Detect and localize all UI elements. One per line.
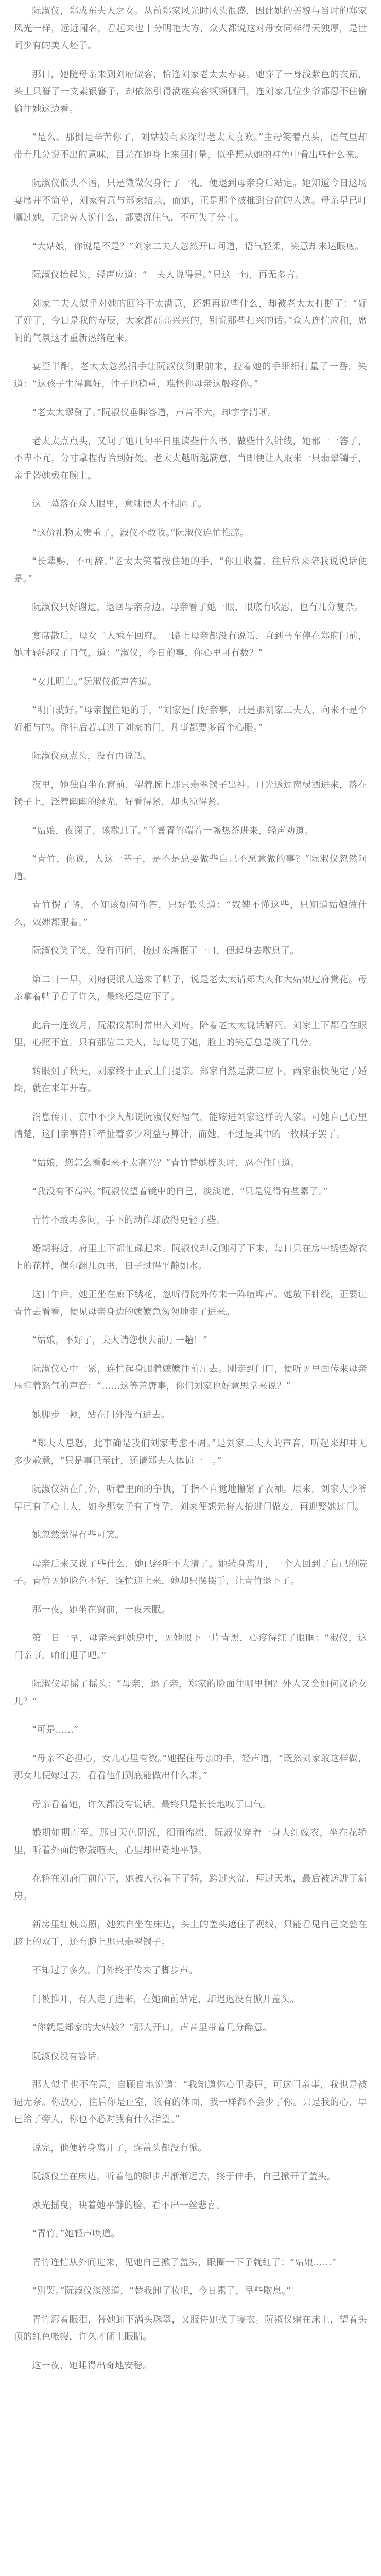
article-paragraph: 宴席散后，母女二人乘车回府。一路上母亲都没有说话，直到马车停在郑府门前，她才轻轻叹了口气，道：“淑仪，今日的事，你心里可有数？” [14, 631, 367, 658]
article-paragraph: 她忽然觉得有些可笑。 [32, 1530, 125, 1540]
article-paragraph: “青竹，你说，人这一辈子，是不是总要做些自己不愿意做的事？”阮淑仪忽然问道。 [14, 854, 367, 882]
article-paragraph: 阮淑仪站在门外，听着里面的争执，手指不自觉地攥紧了衣袖。原来，刘家大少爷早已有了心上人，如今那女子有了身孕，刘家便想先将人抬进门做妾，再迎娶她过门。 [14, 1484, 367, 1512]
article-paragraph: 母亲看着她，许久都没有说话，最终只是长长地叹了口气。 [32, 1799, 272, 1810]
article-paragraph: 不知过了多久，门外终于传来了脚步声。 [32, 1965, 198, 1976]
article-paragraph: “青竹。”她轻声唤道。 [32, 2229, 120, 2239]
article-paragraph: 第二日一早，母亲来到她房中，见她眼下一片青黑，心疼得红了眼眶：“淑仪，这门亲事，咱们退了吧。” [14, 1633, 367, 1661]
article-paragraph: 阮淑仪心中一紧，连忙起身跟着嬷嬷往前厅去。刚走到门口，便听见里面传来母亲压抑着怒气的声音：“……这等荒唐事，你们刘家也好意思拿来说？” [14, 1364, 367, 1392]
article-paragraph: 青竹连忙从外间进来，见她自己掀了盖头，眼圈一下子就红了：“姑娘……” [32, 2257, 337, 2268]
article-paragraph: 母亲后来又说了些什么，她已经听不大清了。她转身离开，一个人回到了自己的院子。青竹见她脸色不好，连忙迎上来，她却只摆摆手，让青竹退下了。 [14, 1558, 367, 1586]
article-paragraph: 阮淑仪点点头，没有再说话。 [32, 751, 152, 761]
article-paragraph: 烛光摇曳，映着她平静的脸，看不出一丝悲喜。 [32, 2200, 226, 2211]
article-paragraph: 门被推开，有人走了进来，在她面前站定，却迟迟没有掀开盖头。 [32, 1994, 300, 2005]
article-paragraph: 阮淑仪没有答话。 [32, 2051, 106, 2062]
article-paragraph: 这一幕落在众人眼里，意味便大不相同了。 [32, 499, 207, 510]
article-paragraph: 阮淑仪却摇了摇头：“母亲，退了亲，郑家的脸面往哪里搁？外人又会如何议论女儿？” [14, 1679, 367, 1707]
article-paragraph: 宴至半酣，老太太忽然招手让阮淑仪到跟前来，拉着她的手细细打量了一番，笑道：“这孩子生得真好，性子也稳重，难怪你母亲这般疼你。” [14, 362, 367, 389]
article-paragraph: 消息传开，京中不少人都说阮淑仪好福气，能嫁进刘家这样的人家。可她自己心里清楚，这门亲事背后牵扯着多少利益与算计，而她，不过是其中的一枚棋子罢了。 [14, 1112, 367, 1140]
article-paragraph: 这一夜，她睡得出奇地安稳。 [32, 2360, 152, 2371]
article-paragraph: 转眼到了秋天，刘家终于正式上门提亲。郑家自然是满口应下，两家很快便定了婚期，就在来年开春。 [14, 1066, 367, 1094]
article-paragraph: 那人似乎也不在意，自顾自地说道：“我知道你心里委屈，可这门亲事，我也是被逼无奈。你放心，往后你是正室，该有的体面，我一样都不会少了你。只是我的心，早已给了旁人，你也不必对我有什么指望。” [14, 2080, 367, 2125]
article-paragraph: “我没有不高兴。”阮淑仪望着镜中的自己，淡淡道，“只是觉得有些累了。” [32, 1187, 328, 1197]
article-paragraph: 老太太点点头，又问了她几句平日里读些什么书、做些什么针线，她都一一答了，不卑不亢，分寸拿捏得恰到好处。老太太越听越满意，当即便让人取来一只翡翠镯子，亲手替她戴在腕上。 [14, 436, 367, 481]
article-paragraph: 婚期如期而至。那日天色阴沉，细雨绵绵，阮淑仪穿着一身大红嫁衣，坐在花轿里，听着外面的锣鼓喧天，心里却出奇地平静。 [14, 1828, 367, 1856]
article-paragraph: 青竹愣了愣，不知该如何作答，只好低头道：“奴婢不懂这些，只知道姑娘做什么，奴婢都跟着。” [14, 900, 367, 928]
article-paragraph: 阮淑仪抬起头，轻声应道：“二夫人说得是。”只这一句，再无多言。 [32, 270, 305, 280]
article-paragraph: “明白就好。”母亲握住她的手，“刘家是门好亲事，只是那刘家二夫人，向来不是个好相与的。你往后若真进了刘家的门，凡事都要多留个心眼。” [14, 705, 367, 733]
article-paragraph: “姑娘，您怎么看起来不太高兴？”青竹替她梳头时，忍不住问道。 [32, 1158, 300, 1168]
article-paragraph: 第二日一早，刘府便派人送来了帖子，说是老太太请郑夫人和大姑娘过府赏花。母亲拿着帖子看了许久，最终还是应下了。 [14, 974, 367, 1002]
article-paragraph: “你就是郑家的大姑娘？”那人开口，声音里带着几分醉意。 [32, 2023, 272, 2033]
article-paragraph: 这日午后，她正坐在廊下绣花，忽听得院外传来一阵喧哗声。她放下针线，正要让青竹去看看，便见母亲身边的嬷嬷急匆匆地走了进来。 [14, 1290, 367, 1317]
article-paragraph: 她脚步一顿，站在门外没有进去。 [32, 1410, 170, 1420]
article-paragraph: 此后一连数月，阮淑仪都时常出入刘府，陪着老太太说话解闷。刘家上下都看在眼里，心照不宣。只有那位二夫人，每每见了她，脸上的笑意总是淡了几分。 [14, 1020, 367, 1048]
article-paragraph: “这份礼物太贵重了，淑仪不敢收。”阮淑仪连忙推辞。 [32, 528, 249, 538]
article-paragraph: 青竹忍着眼泪，替她卸下满头珠翠，又服侍她换了寝衣。阮淑仪躺在床上，望着头顶的红色帐幔，许久才闭上眼睛。 [14, 2314, 367, 2342]
article-paragraph: 夜里，她独自坐在窗前，望着腕上那只翡翠镯子出神。月光透过窗棂洒进来，落在镯子上，泛着幽幽的绿光，好看得紧，却也凉得紧。 [14, 779, 367, 807]
article-paragraph: “姑娘，不好了，夫人请您快去前厅一趟！” [32, 1335, 208, 1346]
article-paragraph: “女儿明白。”阮淑仪低声答道。 [32, 676, 157, 687]
article-paragraph: “别哭。”阮淑仪淡淡道，“替我卸了妆吧，今日累了，早些歇息。” [32, 2286, 291, 2296]
article-paragraph: 那日，她随母亲来到刘府做客，恰逢刘家老太太寿宴。她穿了一身浅紫色的衣裙，头上只簪了一支素银簪子，却依然引得满座宾客频频侧目，连刘家几位少爷都忍不住偷偷往她这边看。 [14, 69, 367, 114]
article-paragraph: “长辈赐，不可辞。”老太太笑着按住她的手，“你且收着，往后常来陪我说说话便是。” [14, 556, 367, 584]
article-paragraph: 阮淑仪坐在床边，听着他的脚步声渐渐远去，终于伸手，自己掀开了盖头。 [32, 2172, 336, 2182]
article-paragraph: “是么。那倒是辛苦你了，刘姑娘向来深得老太太喜欢。”主母笑着点头，语气里却带着几分说不出的意味，目光在她身上来回打量，似乎想从她的神色中看出些什么来。 [14, 132, 367, 160]
article-paragraph: “大姑娘，你说是不是？”刘家二夫人忽然开口问道，语气轻柔，笑意却未达眼底。 [32, 241, 365, 252]
article-paragraph: 阮淑仪，郑成东夫人之女。从前郑家风光时风头很盛，因此她的美貌与当时的郑家风光一样，远近闻名，看起来也十分明艳大方，众人都说这对母女同样得天独厚，是世间少有的美人坯子。 [14, 6, 367, 51]
article-paragraph: “郑夫人息怒，此事确是我们刘家考虑不周。”是刘家二夫人的声音，听起来却并无多少歉意，“只是事已至此，还请郑夫人体谅一二。” [14, 1438, 367, 1466]
article-paragraph: 婚期将近，府里上下都忙碌起来。阮淑仪却反倒闲了下来，每日只在房中绣些嫁衣上的花样，偶尔翻几页书，日子过得平静如水。 [14, 1244, 367, 1272]
article-paragraph: 刘家二夫人似乎对她的回答不太满意，还想再说些什么，却被老太太打断了：“好了好了，今日是我的寿辰，大家都高高兴兴的，别说那些扫兴的话。”众人连忙应和，席间的气氛这才重新热络起来。 [14, 298, 367, 344]
article-paragraph: 那一夜，她坐在窗前，一夜未眠。 [32, 1604, 170, 1615]
article-paragraph: 说完，他便转身离开了，连盖头都没有掀。 [32, 2143, 207, 2154]
article-paragraph: 青竹不敢再多问，手下的动作却放得更轻了些。 [32, 1215, 226, 1226]
article-paragraph: 阮淑仪低头不语，只是微微欠身行了一礼，便退到母亲身后站定。她知道今日这场宴席并不简单，刘家有意与郑家结亲，而她，正是那个被推到台前的人选。母亲早已叮嘱过她，无论旁人说什么，都要沉住气，不可失了分寸。 [14, 178, 367, 223]
article-paragraph: “可是……” [32, 1725, 79, 1735]
article-paragraph: 阮淑仪笑了笑，没有再问，接过茶盏抿了一口，便起身去歇息了。 [32, 946, 300, 956]
article-paragraph: 阮淑仪只好谢过，退回母亲身边。母亲看了她一眼，眼底有欣慰，也有几分复杂。 [32, 602, 364, 613]
article-paragraph: 花轿在刘府门前停下，她被人扶着下了轿，跨过火盆，拜过天地，最后被送进了新房。 [14, 1874, 367, 1902]
article-paragraph: “姑娘，夜深了，该歇息了。”丫鬟青竹端着一盏热茶进来，轻声劝道。 [32, 825, 314, 836]
article-paragraph: 新房里红烛高照，她独自坐在床边，头上的盖头遮住了视线，只能看见自己交叠在膝上的双手，还有腕上那只翡翠镯子。 [14, 1920, 367, 1947]
article-paragraph: “母亲不必担心，女儿心里有数。”她握住母亲的手，轻声道，“既然刘家敢这样做，那女儿便嫁过去，看看他们到底能做出什么来。” [14, 1753, 367, 1781]
article-paragraph: “老太太谬赞了。”阮淑仪垂眸答道，声音不大，却字字清晰。 [32, 408, 277, 418]
